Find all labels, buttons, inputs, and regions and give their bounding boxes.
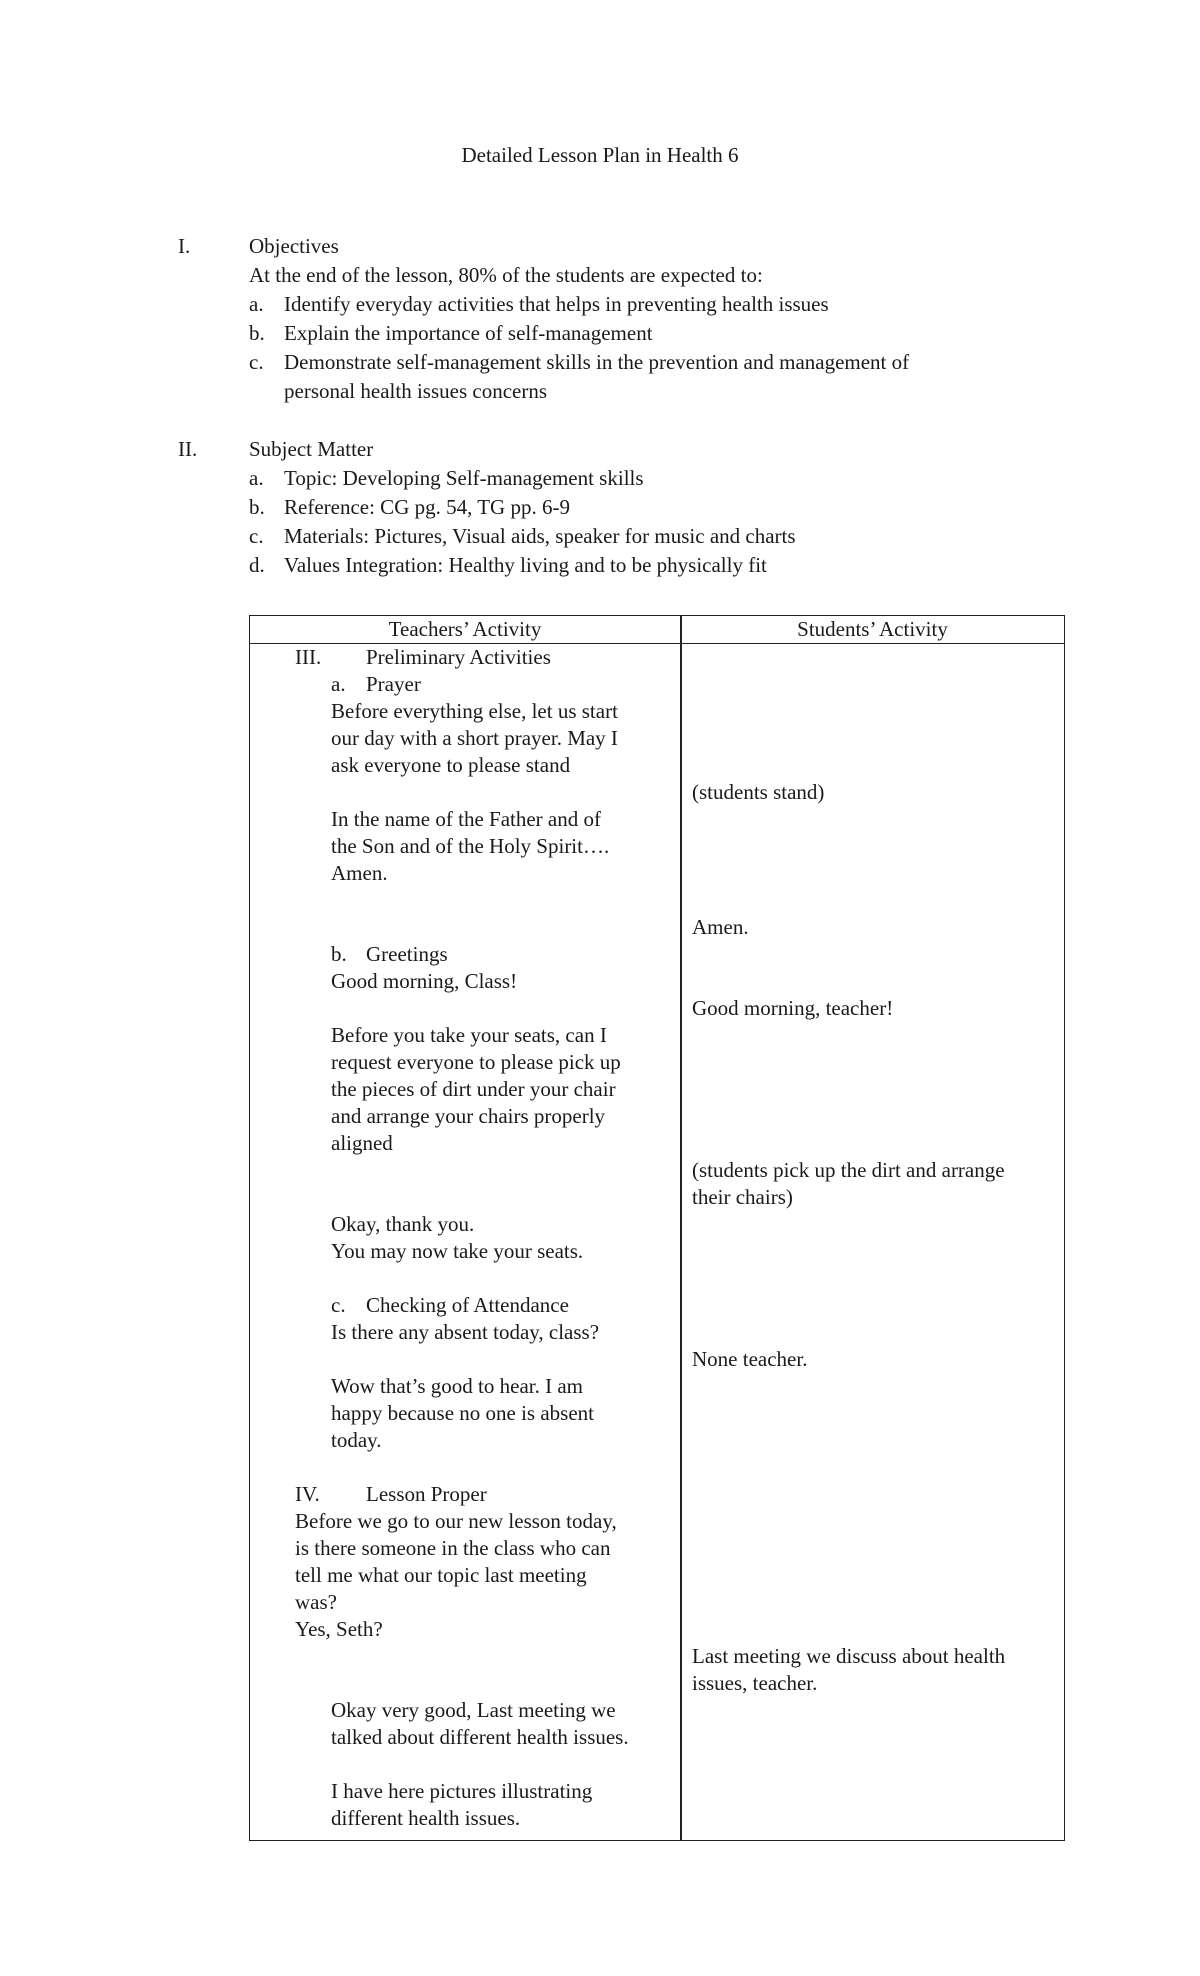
attendance-letter: c. <box>331 1293 346 1317</box>
student-line: (students pick up the dirt and arrange <box>692 1158 1005 1182</box>
objective-item: Explain the importance of self-management <box>284 321 653 345</box>
teacher-line: Good morning, Class! <box>331 969 518 993</box>
teacher-line: Is there any absent today, class? <box>331 1320 600 1344</box>
subject-matter-number: II. <box>178 437 198 461</box>
teacher-line: Before you take your seats, can I <box>331 1023 607 1047</box>
student-line: (students stand) <box>692 780 825 804</box>
teacher-line: tell me what our topic last meeting <box>295 1563 587 1587</box>
subject-letter: d. <box>249 553 265 577</box>
objective-item: Demonstrate self-management skills in the prevention and management of <box>284 350 910 374</box>
objectives-number: I. <box>178 234 191 258</box>
teacher-line: ask everyone to please stand <box>331 753 571 777</box>
teacher-line: I have here pictures illustrating <box>331 1779 593 1803</box>
teacher-line: aligned <box>331 1131 393 1155</box>
teacher-line: Amen. <box>331 861 388 885</box>
subject-item: Values Integration: Healthy living and to be physically fit <box>284 553 767 577</box>
teacher-line: Yes, Seth? <box>295 1617 383 1641</box>
student-line: None teacher. <box>692 1347 808 1371</box>
header-teachers-activity: Teachers’ Activity <box>388 617 542 641</box>
objective-letter: a. <box>249 292 264 316</box>
page-title: Detailed Lesson Plan in Health 6 <box>461 143 739 167</box>
attendance-title: Checking of Attendance <box>366 1293 569 1317</box>
subject-matter-heading: Subject Matter <box>249 437 374 461</box>
student-line: issues, teacher. <box>692 1671 818 1695</box>
student-line: Good morning, teacher! <box>692 996 894 1020</box>
prayer-letter: a. <box>331 672 346 696</box>
teacher-line: the pieces of dirt under your chair <box>331 1077 616 1101</box>
teacher-line: happy because no one is absent <box>331 1401 595 1425</box>
teacher-line: Okay very good, Last meeting we <box>331 1698 616 1722</box>
objective-item-continued: personal health issues concerns <box>284 379 548 403</box>
objectives-heading: Objectives <box>249 234 339 258</box>
student-line: Amen. <box>692 915 749 939</box>
objective-item: Identify everyday activities that helps in preventing health issues <box>284 292 829 316</box>
header-students-activity: Students’ Activity <box>797 617 948 641</box>
teacher-line: You may now take your seats. <box>331 1239 584 1263</box>
teacher-line: Before everything else, let us start <box>331 699 618 723</box>
lesson-proper-title: Lesson Proper <box>366 1482 487 1506</box>
subject-letter: a. <box>249 466 264 490</box>
teacher-line: request everyone to please pick up <box>331 1050 621 1074</box>
objective-letter: b. <box>249 321 265 345</box>
subject-letter: c. <box>249 524 264 548</box>
subject-item: Materials: Pictures, Visual aids, speaker for music and charts <box>284 524 796 548</box>
column-divider <box>680 616 682 1840</box>
teacher-line: and arrange your chairs properly <box>331 1104 606 1128</box>
teacher-line: today. <box>331 1428 382 1452</box>
teacher-line: talked about different health issues. <box>331 1725 629 1749</box>
subject-item: Topic: Developing Self-management skills <box>284 466 644 490</box>
teacher-line: different health issues. <box>331 1806 521 1830</box>
table-header-row <box>250 616 1064 644</box>
prelim-number: III. <box>295 645 322 669</box>
teacher-line: was? <box>295 1590 337 1614</box>
lesson-proper-number: IV. <box>295 1482 320 1506</box>
objectives-intro: At the end of the lesson, 80% of the students are expected to: <box>249 263 763 287</box>
teacher-line: Okay, thank you. <box>331 1212 475 1236</box>
teacher-line: is there someone in the class who can <box>295 1536 611 1560</box>
teacher-line: the Son and of the Holy Spirit…. <box>331 834 610 858</box>
prelim-title: Preliminary Activities <box>366 645 551 669</box>
prayer-title: Prayer <box>366 672 421 696</box>
teacher-line: In the name of the Father and of <box>331 807 601 831</box>
objective-letter: c. <box>249 350 264 374</box>
teacher-line: Wow that’s good to hear. I am <box>331 1374 584 1398</box>
student-line: Last meeting we discuss about health <box>692 1644 1006 1668</box>
teacher-line: Before we go to our new lesson today, <box>295 1509 617 1533</box>
greetings-title: Greetings <box>366 942 448 966</box>
activity-table <box>249 615 1065 1841</box>
subject-letter: b. <box>249 495 265 519</box>
subject-item: Reference: CG pg. 54, TG pp. 6-9 <box>284 495 570 519</box>
greetings-letter: b. <box>331 942 347 966</box>
student-line: their chairs) <box>692 1185 793 1209</box>
teacher-line: our day with a short prayer. May I <box>331 726 618 750</box>
